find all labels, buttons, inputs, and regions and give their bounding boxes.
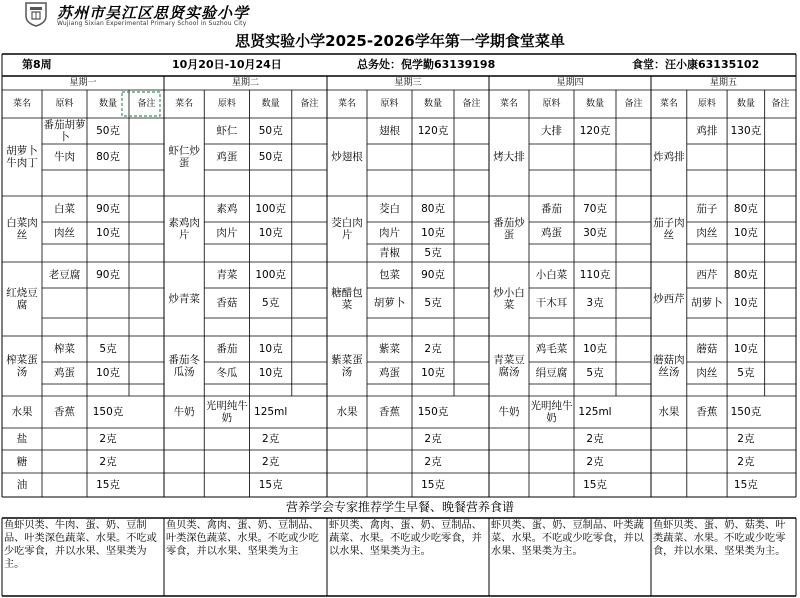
note-cell — [129, 336, 164, 362]
ingredient-cell: 老豆腐 — [48, 269, 81, 281]
note-cell — [616, 170, 651, 196]
ingredient-cell — [529, 384, 574, 396]
dish-name: 炒西芹 — [653, 293, 685, 305]
dish-name: 炒青菜 — [168, 293, 200, 305]
ingredient-cell — [529, 170, 574, 196]
dish-name: 番茄冬瓜汤 — [168, 354, 200, 378]
note-cell — [454, 196, 489, 222]
nutrition-text: 鱼虾贝类、牛肉、蛋、奶、豆制品、叶类深色蔬菜、水果。不吃或少吃零食，并以水果、坚果类为主。 — [4, 520, 157, 570]
ingredient-cell: 肉丝 — [54, 227, 75, 239]
ingredient-cell: 小白菜 — [535, 269, 568, 281]
week-label: 第8周 — [22, 58, 52, 71]
dish-name: 青菜豆腐汤 — [493, 354, 525, 378]
nutrition-text: 鱼贝类、禽肉、蛋、奶、豆制品、叶类深色蔬菜、水果。不吃或少吃零食，并以水果、坚果类为主 — [166, 520, 319, 557]
note-cell — [765, 170, 796, 196]
ingredient-cell — [687, 144, 727, 170]
note-cell — [129, 362, 164, 384]
qty-cell: 10克 — [96, 367, 120, 379]
note-cell — [616, 118, 651, 144]
salt-qty: 2克 — [424, 433, 442, 445]
salt-qty: 2克 — [737, 433, 755, 445]
qty-cell: 80克 — [421, 203, 445, 215]
oil-qty: 15克 — [733, 479, 758, 491]
qty-cell: 10克 — [96, 227, 120, 239]
ingredient-cell: 香菇 — [216, 297, 238, 309]
ingredient-cell: 蘑菇 — [696, 343, 718, 355]
qty-cell: 10克 — [421, 367, 445, 379]
ingredient-cell: 鸡蛋 — [216, 151, 238, 163]
day-header: 星期三 — [394, 78, 422, 88]
qty-cell: 90克 — [96, 269, 120, 281]
qty-cell: 5克 — [262, 297, 280, 309]
note-cell — [765, 144, 796, 170]
ingredient-cell: 鸡蛋 — [541, 227, 562, 239]
note-cell — [616, 144, 651, 170]
salt-qty: 2克 — [262, 433, 280, 445]
sugar-qty: 2克 — [586, 455, 604, 468]
note-cell — [454, 244, 489, 262]
qty-cell: 50克 — [258, 151, 283, 163]
qty-cell — [727, 318, 765, 336]
note-cell — [292, 288, 327, 318]
note-cell — [292, 362, 327, 384]
school-name-en: Wujiang Sixian Experimental Primary School in Suzhou City — [57, 20, 247, 27]
dish-name: 虾仁炒蛋 — [168, 145, 200, 169]
oil-qty: 15克 — [583, 479, 607, 491]
salt-label: 盐 — [16, 433, 28, 445]
note-cell — [765, 362, 796, 384]
qty-cell — [574, 384, 616, 396]
qty-cell: 90克 — [96, 203, 120, 215]
ingredient-cell — [42, 288, 87, 318]
qty-cell: 10克 — [733, 297, 758, 309]
note-cell — [765, 222, 796, 244]
ingredient-cell: 青椒 — [379, 247, 400, 259]
ingredient-cell — [367, 144, 412, 170]
qty-cell — [574, 244, 616, 262]
qty-cell — [727, 170, 765, 196]
note-cell — [292, 244, 327, 262]
note-cell — [454, 384, 489, 396]
ingredient-cell: 番茄 — [216, 343, 238, 355]
extra-name: 水果 — [336, 406, 358, 418]
ingredient-cell — [42, 170, 87, 196]
qty-cell: 70克 — [583, 203, 607, 215]
dish-name: 炸鸡排 — [653, 151, 685, 163]
note-cell — [454, 336, 489, 362]
ingredient-cell — [529, 144, 574, 170]
dish-col-header: 菜名 — [499, 99, 518, 109]
note-cell — [765, 262, 796, 288]
sugar-qty: 2克 — [737, 455, 755, 468]
qty-cell: 10克 — [733, 343, 758, 355]
note-col-header: 备注 — [300, 99, 319, 109]
extra-name: 牛奶 — [173, 406, 195, 418]
ingredient-cell: 番茄胡萝卜 — [43, 119, 86, 143]
note-cell — [454, 144, 489, 170]
ingredient-cell — [529, 318, 574, 336]
qty-cell: 80克 — [96, 151, 120, 163]
qty-cell — [250, 244, 292, 262]
note-cell — [454, 118, 489, 144]
qty-cell — [87, 170, 129, 196]
ingredient-cell: 榨菜 — [54, 343, 75, 355]
dish-name: 蘑菇肉丝汤 — [653, 354, 685, 378]
ingredient-col-header: 原料 — [380, 99, 399, 109]
page-title: 思贤实验小学2025-2026学年第一学期食堂菜单 — [235, 32, 565, 50]
qty-cell: 90克 — [421, 269, 445, 281]
note-cell — [292, 196, 327, 222]
ingredient-cell: 青菜 — [216, 269, 238, 281]
extra-name: 牛奶 — [498, 406, 520, 418]
note-cell — [616, 288, 651, 318]
ingredient-cell — [204, 170, 249, 196]
nutrition-text: 虾贝类、蛋、奶、豆制品、叶类蔬菜、水果。不吃或少吃零食，并以水果、坚果类为主。 — [491, 520, 644, 557]
ingredient-cell: 茭白 — [379, 203, 400, 215]
note-cell — [292, 318, 327, 336]
salt-qty: 2克 — [99, 433, 117, 445]
ingredient-cell — [42, 244, 87, 262]
ingredient-cell: 冬瓜 — [216, 367, 238, 379]
nutrition-text: 鱼虾贝类、蛋、奶、菇类、叶类蔬菜、水果。不吃或少吃零食，并以水果、坚果类为主。 — [653, 520, 786, 557]
extra-qty: 150克 — [730, 406, 762, 418]
ingredient-cell: 素鸡 — [216, 203, 238, 215]
extra-qty: 150克 — [92, 406, 124, 418]
note-cell — [765, 384, 796, 396]
qty-cell: 30克 — [583, 227, 607, 239]
ingredient-cell: 鸡蛋 — [54, 367, 75, 379]
dish-name: 糖醋包菜 — [331, 287, 363, 311]
ingredient-cell — [367, 170, 412, 196]
qty-cell — [574, 144, 616, 170]
ingredient-cell — [687, 318, 727, 336]
qty-cell — [250, 384, 292, 396]
ingredient-cell: 干木耳 — [535, 297, 568, 309]
note-cell — [616, 384, 651, 396]
dish-name: 番茄炒蛋 — [493, 217, 525, 241]
qty-cell: 10克 — [421, 227, 445, 239]
qty-cell: 100克 — [255, 269, 286, 281]
extra-qty: 125ml — [254, 406, 288, 418]
note-cell — [292, 222, 327, 244]
ingredient-cell: 翅根 — [379, 125, 400, 137]
day-header: 星期四 — [556, 78, 584, 88]
oil-qty: 15克 — [96, 479, 120, 491]
qty-cell — [412, 318, 454, 336]
sugar-qty: 2克 — [262, 455, 280, 468]
note-cell — [616, 244, 651, 262]
note-cell — [765, 118, 796, 144]
note-cell — [129, 118, 164, 144]
note-cell — [765, 288, 796, 318]
qty-cell: 5克 — [424, 247, 442, 259]
qty-cell: 50克 — [258, 125, 283, 137]
ingredient-cell: 鸡蛋 — [379, 367, 400, 379]
qty-cell: 5克 — [424, 297, 442, 309]
note-cell — [129, 318, 164, 336]
note-cell — [292, 336, 327, 362]
qty-cell: 110克 — [579, 269, 611, 281]
ingredient-col-header: 原料 — [55, 99, 74, 109]
note-cell — [129, 288, 164, 318]
qty-col-header: 数量 — [261, 99, 280, 109]
extra-qty: 150克 — [417, 406, 449, 418]
ingredient-cell: 白菜 — [54, 203, 75, 215]
nutrition-text: 虾贝类、禽肉、蛋、奶、豆制品、蔬菜、水果。不吃或少吃零食，并以水果、坚果类为主。 — [329, 520, 482, 557]
extra-ingredient: 香蕉 — [54, 406, 75, 418]
sugar-qty: 2克 — [99, 455, 117, 468]
qty-col-header: 数量 — [736, 99, 755, 109]
dish-name: 炒翅根 — [331, 151, 363, 163]
note-cell — [616, 362, 651, 384]
dish-col-header: 菜名 — [659, 99, 678, 109]
dish-name: 茄子肉丝 — [653, 217, 685, 241]
note-cell — [454, 222, 489, 244]
ingredient-cell: 肉片 — [216, 227, 238, 239]
office-contact: 总务处：倪学勤63139198 — [357, 58, 496, 71]
ingredient-cell: 紫菜 — [379, 343, 400, 355]
note-cell — [292, 118, 327, 144]
qty-cell — [412, 170, 454, 196]
dish-name: 胡萝卜牛肉丁 — [6, 145, 38, 169]
ingredient-cell: 牛肉 — [54, 151, 75, 163]
ingredient-cell: 西芹 — [696, 269, 718, 281]
nutrition-title: 营养学会专家推荐学生早餐、晚餐营养食谱 — [285, 500, 514, 514]
extra-name: 水果 — [658, 406, 680, 418]
ingredient-cell — [204, 244, 249, 262]
qty-cell — [87, 318, 129, 336]
note-cell — [129, 384, 164, 396]
ingredient-cell — [687, 244, 727, 262]
ingredient-cell: 胡萝卜 — [691, 297, 723, 309]
note-col-header: 备注 — [771, 99, 790, 109]
ingredient-cell — [204, 384, 249, 396]
note-cell — [129, 170, 164, 196]
ingredient-cell — [42, 384, 87, 396]
note-cell — [454, 362, 489, 384]
ingredient-cell — [204, 318, 249, 336]
ingredient-cell: 茄子 — [696, 203, 718, 215]
qty-cell: 80克 — [733, 203, 758, 215]
ingredient-cell: 虾仁 — [216, 125, 238, 137]
qty-cell — [727, 144, 765, 170]
ingredient-cell: 肉片 — [379, 227, 400, 239]
ingredient-cell: 番茄 — [541, 203, 562, 215]
qty-cell: 50克 — [96, 125, 120, 137]
note-cell — [616, 196, 651, 222]
ingredient-cell: 绢豆腐 — [535, 367, 568, 379]
qty-cell: 5克 — [737, 367, 755, 379]
note-cell — [454, 318, 489, 336]
qty-col-header: 数量 — [423, 99, 442, 109]
qty-cell: 10克 — [733, 227, 758, 239]
qty-cell: 10克 — [258, 367, 283, 379]
qty-cell: 10克 — [258, 343, 283, 355]
qty-cell — [727, 384, 765, 396]
note-cell — [292, 144, 327, 170]
qty-cell: 120克 — [417, 125, 449, 137]
ingredient-cell — [687, 170, 727, 196]
qty-cell: 80克 — [733, 269, 758, 281]
dish-col-header: 菜名 — [175, 99, 194, 109]
note-cell — [129, 244, 164, 262]
qty-cell — [250, 170, 292, 196]
dish-col-header: 菜名 — [12, 99, 31, 109]
note-cell — [129, 196, 164, 222]
ingredient-cell: 鸡毛菜 — [535, 343, 568, 355]
qty-cell — [87, 288, 129, 318]
qty-cell: 3克 — [586, 297, 604, 309]
qty-cell: 130克 — [730, 125, 762, 137]
extra-ingredient: 香蕉 — [379, 406, 400, 418]
sugar-label: 糖 — [16, 455, 28, 468]
qty-cell — [727, 244, 765, 262]
note-cell — [454, 288, 489, 318]
oil-qty: 15克 — [421, 479, 445, 491]
qty-cell — [574, 170, 616, 196]
note-cell — [616, 318, 651, 336]
qty-cell: 5克 — [586, 367, 604, 379]
ingredient-cell: 肉丝 — [696, 367, 718, 379]
sugar-qty: 2克 — [424, 455, 442, 468]
extra-name: 水果 — [11, 406, 33, 418]
ingredient-cell — [367, 384, 412, 396]
note-cell — [454, 262, 489, 288]
qty-cell — [250, 318, 292, 336]
day-header: 星期二 — [231, 78, 259, 88]
note-cell — [292, 384, 327, 396]
qty-cell: 5克 — [99, 343, 117, 355]
ingredient-cell — [367, 318, 412, 336]
ingredient-cell — [687, 384, 727, 396]
ingredient-cell — [42, 318, 87, 336]
qty-cell: 10克 — [258, 227, 283, 239]
dish-name: 紫菜蛋汤 — [331, 354, 363, 378]
salt-qty: 2克 — [586, 433, 604, 445]
note-cell — [765, 318, 796, 336]
note-cell — [616, 222, 651, 244]
note-cell — [765, 244, 796, 262]
note-cell — [616, 336, 651, 362]
qty-cell — [87, 244, 129, 262]
note-col-header: 备注 — [462, 99, 481, 109]
note-cell — [765, 196, 796, 222]
extra-ingredient: 光明纯牛奶 — [530, 400, 573, 424]
note-cell — [616, 262, 651, 288]
qty-cell: 100克 — [255, 203, 286, 215]
qty-cell: 2克 — [424, 343, 442, 355]
ingredient-cell: 大排 — [541, 125, 562, 137]
note-cell — [765, 336, 796, 362]
note-cell — [292, 262, 327, 288]
oil-qty: 15克 — [258, 479, 283, 491]
qty-col-header: 数量 — [98, 99, 117, 109]
extra-qty: 125ml — [578, 406, 612, 418]
school-name-cn: 苏州市吴江区思贤实验小学 — [57, 4, 250, 22]
day-header: 星期五 — [709, 78, 737, 88]
ingredient-cell: 包菜 — [379, 269, 400, 281]
qty-col-header: 数量 — [585, 99, 604, 109]
note-cell — [129, 144, 164, 170]
qty-cell — [574, 318, 616, 336]
extra-ingredient: 香蕉 — [696, 406, 718, 418]
note-col-header: 备注 — [624, 99, 643, 109]
note-cell — [129, 262, 164, 288]
qty-cell — [412, 384, 454, 396]
day-header: 星期一 — [69, 78, 97, 88]
date-range: 10月20日-10月24日 — [172, 58, 282, 71]
note-cell — [454, 170, 489, 196]
dish-col-header: 菜名 — [337, 99, 356, 109]
qty-cell: 120克 — [579, 125, 611, 137]
dish-name: 白菜肉丝 — [6, 217, 38, 241]
oil-label: 油 — [16, 479, 28, 491]
qty-cell: 10克 — [583, 343, 607, 355]
ingredient-col-header: 原料 — [697, 99, 716, 109]
dish-name: 榨菜蛋汤 — [6, 354, 38, 378]
note-col-header: 备注 — [137, 99, 156, 109]
ingredient-cell: 鸡排 — [696, 125, 718, 137]
ingredient-col-header: 原料 — [217, 99, 236, 109]
note-cell — [292, 170, 327, 196]
dish-name: 素鸡肉片 — [168, 217, 200, 241]
dish-name: 茭白肉片 — [331, 217, 363, 241]
ingredient-cell — [529, 244, 574, 262]
canteen-contact: 食堂：汪小康63135102 — [632, 58, 760, 71]
dish-name: 红烧豆腐 — [6, 287, 38, 311]
dish-name: 炒小白菜 — [493, 287, 525, 311]
extra-ingredient: 光明纯牛奶 — [205, 400, 248, 424]
note-cell — [129, 222, 164, 244]
ingredient-cell: 肉丝 — [696, 227, 718, 239]
qty-cell — [87, 384, 129, 396]
ingredient-cell: 胡萝卜 — [373, 297, 406, 309]
ingredient-col-header: 原料 — [542, 99, 561, 109]
dish-name: 烤大排 — [493, 151, 525, 163]
qty-cell — [412, 144, 454, 170]
